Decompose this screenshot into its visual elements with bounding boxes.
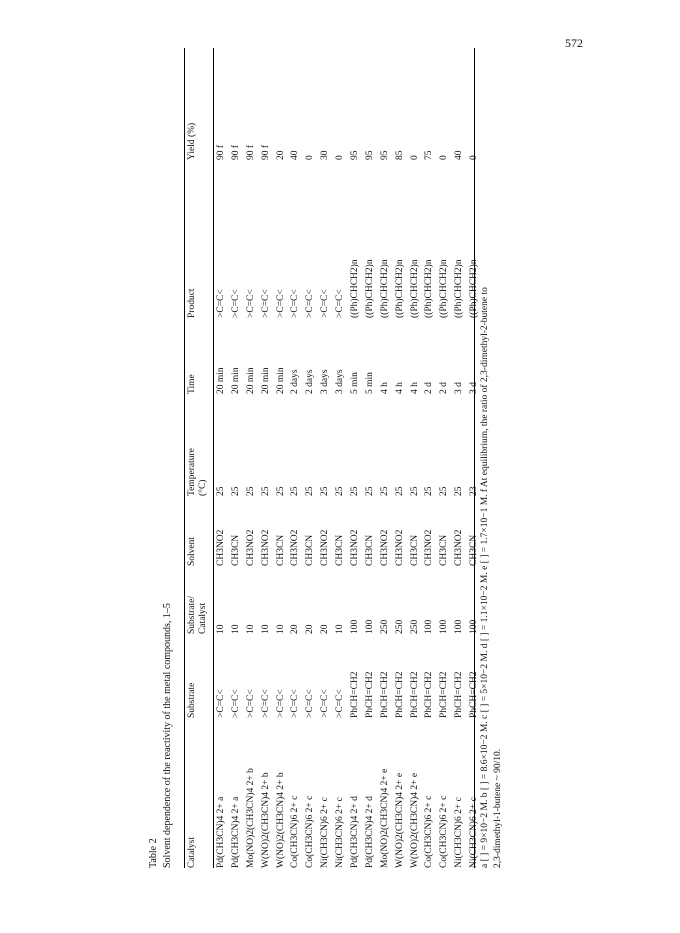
cell-temperature: 25 [245, 486, 256, 496]
cell-temperature: 25 [424, 486, 435, 496]
cell-substrate: >C=C< [230, 689, 241, 718]
table-top-rule [184, 48, 185, 868]
cell-catalyst: W(NO)2(CH3CN)4 2+ b [260, 772, 271, 868]
cell-temperature: 25 [305, 486, 316, 496]
cell-yield: 40 [454, 150, 465, 160]
cell-substrate: >C=C< [335, 689, 346, 718]
cell-catalyst: Pd(CH3CN)4 2+ d [364, 796, 375, 868]
cell-yield: 95 [364, 150, 375, 160]
cell-time: 4 h [379, 382, 390, 394]
cell-solvent: CH3CN [230, 534, 241, 566]
cell-temperature: 25 [290, 486, 301, 496]
cell-ratio: 10 [230, 624, 241, 634]
cell-solvent: CH3NO2 [350, 529, 361, 566]
header-temp-line1: Temperature [187, 448, 197, 496]
cell-yield: 90 f [216, 144, 226, 160]
cell-substrate: >C=C< [260, 689, 271, 718]
rotated-table-region [148, 48, 548, 868]
cell-ratio: 100 [364, 619, 375, 634]
cell-product: ((Ph)CHCH2)n [379, 259, 390, 318]
cell-time: 20 min [275, 367, 286, 394]
cell-time: 20 min [216, 367, 226, 394]
cell-solvent: CH3NO2 [424, 529, 435, 566]
cell-ratio: 250 [379, 619, 390, 634]
cell-temperature: 25 [439, 486, 450, 496]
cell-product: ((Ph)CHCH2)n [350, 259, 361, 318]
cell-time: 20 min [230, 367, 241, 394]
cell-solvent: CH3CN [335, 534, 346, 566]
table-row [335, 48, 350, 868]
cell-ratio: 10 [260, 624, 271, 634]
cell-ratio: 20 [305, 624, 316, 634]
table-row [454, 48, 469, 868]
cell-catalyst: Ni(CH3CN)6 2+ c [469, 797, 480, 868]
cell-time: 5 min [364, 372, 375, 394]
cell-yield: 0 [439, 155, 450, 160]
cell-substrate: >C=C< [275, 689, 286, 718]
header-yield: Yield (%) [187, 122, 197, 160]
cell-substrate: PhCH=CH2 [379, 671, 390, 718]
header-solvent: Solvent [187, 536, 197, 566]
table-row [290, 48, 305, 868]
cell-yield: 90 f [245, 144, 256, 160]
cell-substrate: PhCH=CH2 [394, 671, 405, 718]
cell-solvent: CH3NO2 [216, 529, 226, 566]
cell-product: ((Ph)CHCH2)n [364, 259, 375, 318]
table-row [261, 48, 276, 868]
table-row [305, 48, 320, 868]
cell-solvent: CH3CN [364, 534, 375, 566]
cell-ratio: 20 [290, 624, 301, 634]
cell-product: ((Ph)CHCH2)n [409, 259, 420, 318]
table-row [350, 48, 365, 868]
cell-ratio: 10 [216, 624, 226, 634]
cell-catalyst: W(NO)2(CH3CN)4 2+ b [275, 772, 286, 868]
table-bottom-rule [474, 48, 475, 868]
cell-time: 2 days [305, 369, 316, 394]
cell-time: 3 d [469, 382, 480, 394]
cell-product: >C=C< [305, 289, 316, 318]
cell-substrate: PhCH=CH2 [409, 671, 420, 718]
cell-catalyst: Pd(CH3CN)4 2+ a [216, 796, 226, 868]
cell-catalyst: Pd(CH3CN)4 2+ d [350, 796, 361, 868]
table-row [216, 48, 231, 868]
table-row [320, 48, 335, 868]
cell-yield: 90 f [230, 144, 241, 160]
cell-solvent: CH3NO2 [245, 529, 256, 566]
header-ratio-line2: Catalyst [197, 602, 208, 634]
cell-time: 4 h [394, 382, 405, 394]
cell-catalyst: Mo(NO)2(CH3CN)4 2+ e [379, 768, 390, 868]
cell-substrate: PhCH=CH2 [454, 671, 465, 718]
cell-yield: 0 [305, 155, 316, 160]
header-substrate: Substrate [187, 682, 197, 718]
cell-product: ((Ph)CHCH2)n [424, 259, 435, 318]
cell-substrate: >C=C< [216, 689, 226, 718]
cell-temperature: 25 [275, 486, 286, 496]
table-caption: Solvent dependence of the reactivity of the metal compounds, 1–5 [162, 603, 173, 868]
table-header-rule [213, 48, 214, 868]
cell-solvent: CH3CN [469, 534, 480, 566]
cell-catalyst: Co(CH3CN)6 2+ c [290, 795, 301, 868]
cell-temperature: 25 [454, 486, 465, 496]
cell-solvent: CH3NO2 [260, 529, 271, 566]
cell-product: >C=C< [260, 289, 271, 318]
cell-product: >C=C< [245, 289, 256, 318]
cell-ratio: 10 [275, 624, 286, 634]
cell-solvent: CH3NO2 [394, 529, 405, 566]
cell-product: ((Ph)CHCH2)n [439, 259, 450, 318]
table-body [216, 48, 484, 868]
cell-substrate: PhCH=CH2 [364, 671, 375, 718]
cell-solvent: CH3CN [409, 534, 420, 566]
cell-temperature: 25 [364, 486, 375, 496]
header-temp-line2: (°C) [197, 479, 208, 496]
cell-substrate: >C=C< [320, 689, 331, 718]
cell-catalyst: Co(CH3CN)6 2+ c [424, 795, 435, 868]
cell-temperature: 25 [379, 486, 390, 496]
cell-catalyst: Mo(NO)2(CH3CN)4 2+ b [245, 768, 256, 868]
cell-ratio: 100 [424, 619, 435, 634]
cell-yield: 40 [290, 150, 301, 160]
cell-yield: 0 [409, 155, 420, 160]
table-footnotes [479, 48, 505, 868]
cell-ratio: 100 [350, 619, 361, 634]
cell-product: >C=C< [216, 289, 226, 318]
cell-solvent: CH3NO2 [379, 529, 390, 566]
cell-substrate: >C=C< [290, 689, 301, 718]
header-catalyst: Catalyst [187, 836, 197, 868]
cell-product: >C=C< [335, 289, 346, 318]
cell-substrate: PhCH=CH2 [469, 671, 480, 718]
footnote-line-1: a [ ] = 9×10−2 M. b [ ] = 8.6×10−2 M. c [ ] = 5×10−2 M. d [ ] = 1.1×10−2 M. e [ ] = 1.7×10−1 M. f At equilibrium, the ratio of 2,3-dimethyl-2-butene to [480, 287, 490, 868]
table-row [410, 48, 425, 868]
cell-substrate: >C=C< [245, 689, 256, 718]
cell-product: >C=C< [290, 289, 301, 318]
cell-temperature: 25 [394, 486, 405, 496]
cell-temperature: 25 [230, 486, 241, 496]
cell-ratio: 250 [394, 619, 405, 634]
header-ratio-line1: Substrate/ [187, 596, 197, 634]
table-row [395, 48, 410, 868]
cell-yield: 85 [394, 150, 405, 160]
cell-product: >C=C< [275, 289, 286, 318]
cell-temperature: 23 [469, 486, 480, 496]
cell-yield: 90 f [260, 144, 271, 160]
cell-ratio: 10 [245, 624, 256, 634]
cell-temperature: 25 [409, 486, 420, 496]
cell-solvent: CH3CN [275, 534, 286, 566]
cell-yield: 30 [320, 150, 331, 160]
footnote-line-2: 2,3-dimethyl-1-butene ~ 90/10. [492, 748, 503, 868]
cell-temperature: 25 [335, 486, 346, 496]
cell-solvent: CH3NO2 [320, 529, 331, 566]
cell-catalyst: Ni(CH3CN)6 2+ c [454, 797, 465, 868]
cell-yield: 0 [469, 155, 480, 160]
table-row [365, 48, 380, 868]
cell-ratio: 100 [469, 619, 480, 634]
cell-product: ((Ph)CHCH2)n [394, 259, 405, 318]
cell-time: 3 days [320, 369, 331, 394]
cell-temperature: 25 [350, 486, 361, 496]
cell-solvent: CH3CN [439, 534, 450, 566]
cell-time: 3 days [335, 369, 346, 394]
cell-yield: 0 [335, 155, 346, 160]
cell-temperature: 25 [216, 486, 226, 496]
cell-time: 3 d [454, 382, 465, 394]
cell-time: 2 d [424, 382, 435, 394]
cell-product: >C=C< [320, 289, 331, 318]
header-temperature [187, 448, 209, 496]
cell-ratio: 100 [439, 619, 450, 634]
cell-temperature: 25 [320, 486, 331, 496]
cell-product: ((Ph)CHCH2)n [454, 259, 465, 318]
cell-ratio: 10 [335, 624, 346, 634]
cell-time: 5 min [350, 372, 361, 394]
table-row [439, 48, 454, 868]
cell-time: 2 days [290, 369, 301, 394]
cell-solvent: CH3CN [305, 534, 316, 566]
table-row [380, 48, 395, 868]
cell-yield: 95 [379, 150, 390, 160]
cell-ratio: 100 [454, 619, 465, 634]
cell-substrate: PhCH=CH2 [424, 671, 435, 718]
cell-catalyst: Ni(CH3CN)6 2+ c [335, 797, 346, 868]
cell-product: ((Ph)CHCH2)n [469, 259, 480, 318]
cell-time: 20 min [245, 367, 256, 394]
page-number: 572 [565, 36, 583, 50]
header-product: Product [187, 288, 197, 318]
cell-substrate: PhCH=CH2 [350, 671, 361, 718]
cell-solvent: CH3NO2 [454, 529, 465, 566]
table-row [231, 48, 246, 868]
table-row [424, 48, 439, 868]
cell-catalyst: W(NO)2(CH3CN)4 2+ e [409, 772, 420, 868]
table-label: Table 2 [148, 838, 159, 868]
cell-time: 2 d [439, 382, 450, 394]
cell-catalyst: Ni(CH3CN)6 2+ c [320, 797, 331, 868]
cell-yield: 20 [275, 150, 286, 160]
cell-time: 20 min [260, 367, 271, 394]
table-row [276, 48, 291, 868]
cell-catalyst: Pd(CH3CN)4 2+ a [230, 796, 241, 868]
cell-ratio: 20 [320, 624, 331, 634]
cell-solvent: CH3NO2 [290, 529, 301, 566]
table-row [246, 48, 261, 868]
cell-catalyst: W(NO)2(CH3CN)4 2+ e [394, 772, 405, 868]
cell-catalyst: Co(CH3CN)6 2+ c [305, 795, 316, 868]
cell-product: >C=C< [230, 289, 241, 318]
header-time: Time [187, 374, 197, 394]
cell-ratio: 250 [409, 619, 420, 634]
cell-substrate: PhCH=CH2 [439, 671, 450, 718]
header-substrate-catalyst-ratio [187, 596, 209, 634]
cell-yield: 75 [424, 150, 435, 160]
cell-temperature: 25 [260, 486, 271, 496]
cell-catalyst: Co(CH3CN)6 2+ c [439, 795, 450, 868]
cell-substrate: >C=C< [305, 689, 316, 718]
cell-time: 4 h [409, 382, 420, 394]
cell-yield: 95 [350, 150, 361, 160]
